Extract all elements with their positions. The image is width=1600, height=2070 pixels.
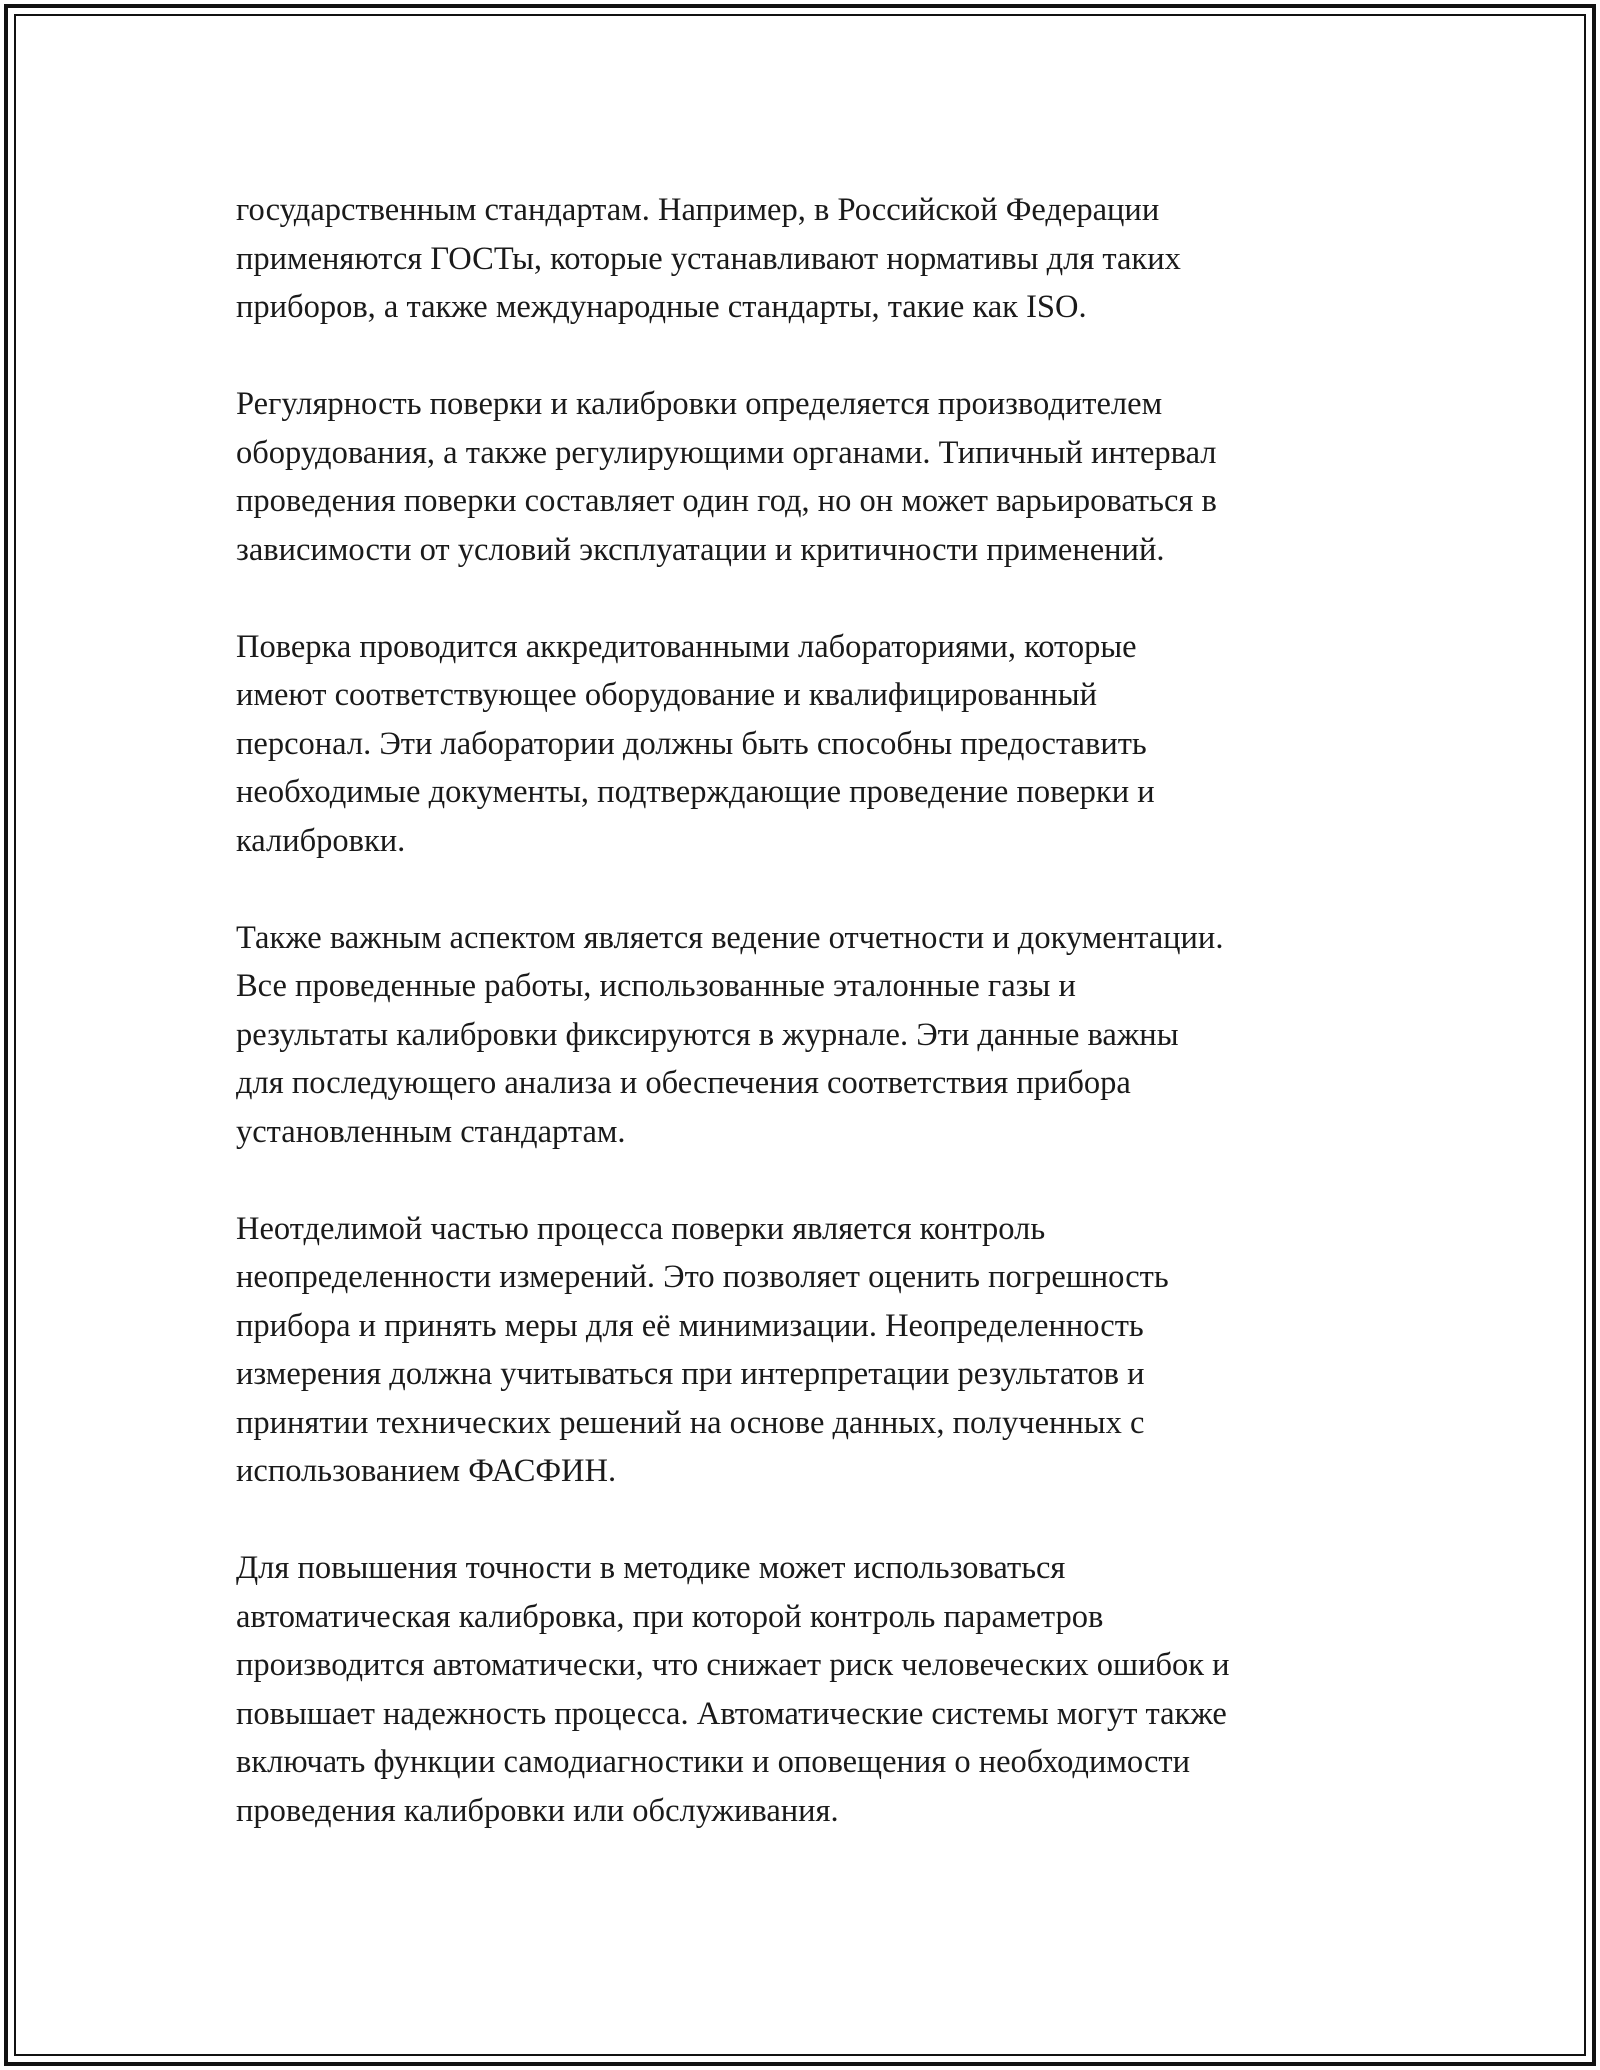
text-line: неопределенности измерений. Это позволяет оценить погрешность bbox=[236, 1259, 1169, 1295]
text-line: прибора и принять меры для её минимизации. Неопределенность bbox=[236, 1307, 1144, 1344]
paragraph-laboratories bbox=[236, 623, 1376, 866]
text-line: использованием ФАСФИН. bbox=[236, 1453, 617, 1489]
text-line: применяются ГОСТы, которые устанавливают нормативы для таких bbox=[236, 240, 1181, 277]
text-line: калибровки. bbox=[236, 822, 406, 859]
text-line: измерения должна учитываться при интерпретации результатов и bbox=[236, 1356, 1145, 1392]
text-line: производится автоматически, что снижает риск человеческих ошибок и bbox=[236, 1647, 1230, 1683]
text-line: государственным стандартам. Например, в Российской Федерации bbox=[236, 192, 1160, 228]
text-line: включать функции самодиагностики и оповещения о необходимости bbox=[236, 1744, 1190, 1780]
text-line: автоматическая калибровка, при которой контроль параметров bbox=[236, 1598, 1104, 1635]
paragraph-uncertainty bbox=[236, 1205, 1376, 1496]
text-line: Для повышения точности в методике может использоваться bbox=[236, 1550, 1066, 1586]
text-line: Поверка проводится аккредитованными лабораториями, которые bbox=[236, 628, 1137, 665]
text-line: для последующего анализа и обеспечения соответствия прибора bbox=[236, 1065, 1131, 1101]
paragraph-automatic-calibration bbox=[236, 1544, 1376, 1835]
text-line: принятии технических решений на основе данных, полученных с bbox=[236, 1404, 1145, 1441]
document-body bbox=[236, 186, 1376, 1835]
text-line: необходимые документы, подтверждающие проведение поверки и bbox=[236, 774, 1155, 810]
text-line: зависимости от условий эксплуатации и критичности применений. bbox=[236, 531, 1165, 568]
text-line: Неотделимой частью процесса поверки является контроль bbox=[236, 1210, 1046, 1247]
text-line: Также важным аспектом является ведение отчетности и документации. bbox=[236, 919, 1224, 956]
text-line: имеют соответствующее оборудование и квалифицированный bbox=[236, 677, 1097, 713]
text-line: установленным стандартам. bbox=[236, 1113, 626, 1150]
text-line: персонал. Эти лаборатории должны быть способны предоставить bbox=[236, 725, 1147, 762]
text-line: Регулярность поверки и калибровки определяется производителем bbox=[236, 386, 1163, 422]
text-line: Все проведенные работы, использованные эталонные газы и bbox=[236, 968, 1076, 1004]
text-line: приборов, а также международные стандарты, такие как ISO. bbox=[236, 289, 1087, 325]
paragraph-documentation bbox=[236, 914, 1376, 1157]
text-line: повышает надежность процесса. Автоматические системы могут также bbox=[236, 1695, 1227, 1732]
text-line: проведения калибровки или обслуживания. bbox=[236, 1792, 839, 1829]
paragraph-standards bbox=[236, 186, 1376, 332]
text-line: оборудования, а также регулирующими органами. Типичный интервал bbox=[236, 434, 1217, 471]
paragraph-regularity bbox=[236, 380, 1376, 574]
text-line: результаты калибровки фиксируются в журнале. Эти данные важны bbox=[236, 1016, 1179, 1053]
text-line: проведения поверки составляет один год, но он может варьироваться в bbox=[236, 483, 1217, 519]
